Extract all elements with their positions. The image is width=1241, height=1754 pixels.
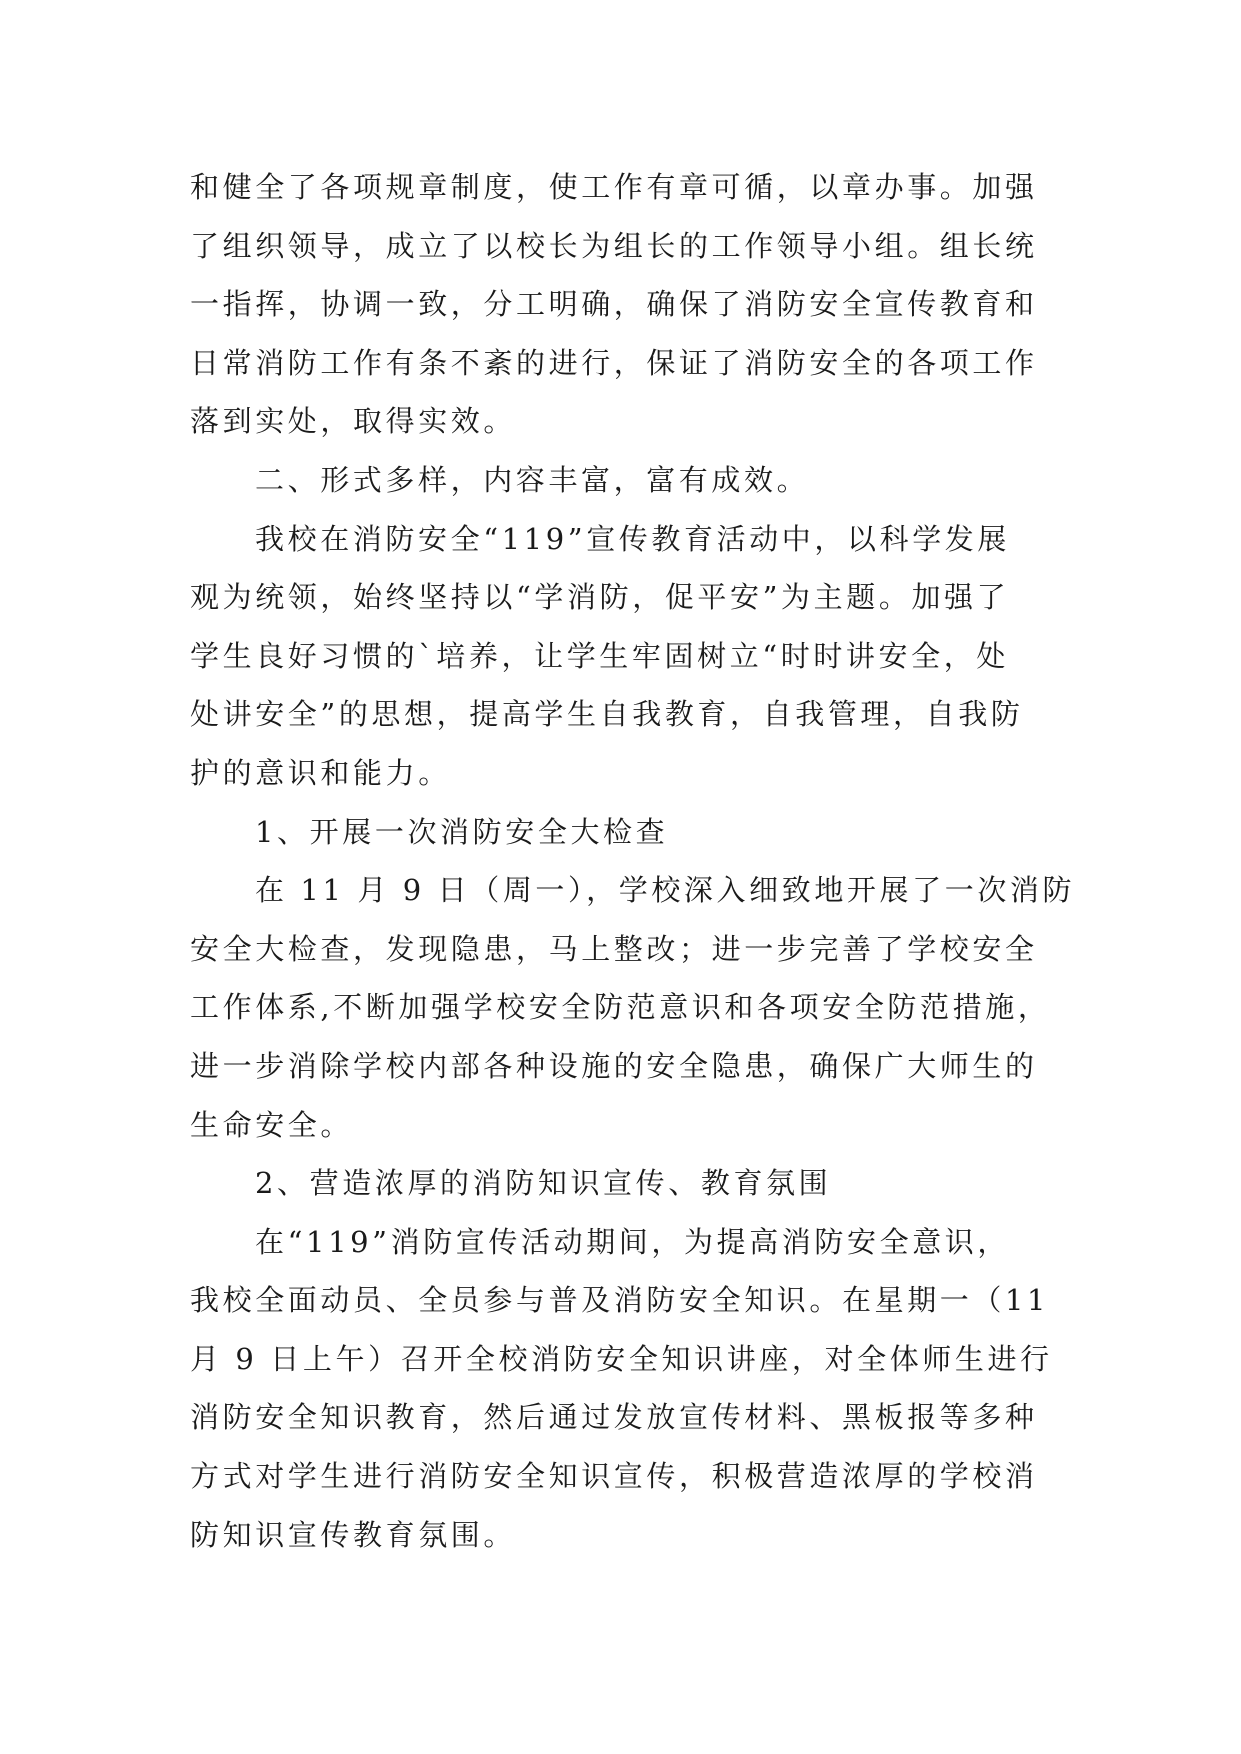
text-line: 日常消防工作有条不紊的进行，保证了消防安全的各项工作 (190, 345, 1038, 380)
text-line: 在 11 月 9 日（周一），学校深入细致地开展了一次消防 (255, 873, 1076, 908)
text-line: 观为统领，始终坚持以“学消防，促平安”为主题。加强了 (190, 580, 1010, 615)
text-line: 防知识宣传教育氛围。 (190, 1517, 517, 1552)
text-line: 一指挥，协调一致，分工明确，确保了消防安全宣传教育和 (190, 287, 1038, 322)
heading-line: 二、形式多样，内容丰富，富有成效。 (255, 462, 810, 497)
text-line: 了组织领导，成立了以校长为组长的工作领导小组。组长统 (190, 228, 1038, 263)
text-line: 进一步消除学校内部各种设施的安全隐患，确保广大师生的 (190, 1048, 1038, 1083)
text-line: 我校在消防安全“119”宣传教育活动中，以科学发展 (255, 521, 1011, 556)
text-line: 安全大检查，发现隐患，马上整改；进一步完善了学校安全 (190, 931, 1038, 966)
text-line: 消防安全知识教育，然后通过发放宣传材料、黑板报等多种 (190, 1400, 1038, 1435)
text-line: 和健全了各项规章制度，使工作有章可循，以章办事。加强 (190, 170, 1038, 204)
text-line: 处讲安全”的思想，提高学生自我教育，自我管理，自我防 (190, 697, 1024, 732)
section-heading-2 (190, 451, 1052, 510)
text-line: 工作体系,不断加强学校安全防范意识和各项安全防范措施， (190, 990, 1051, 1025)
heading-line: 1、开展一次消防安全大检查 (255, 814, 669, 849)
subheading-1 (190, 803, 1052, 862)
text-line: 落到实处，取得实效。 (190, 404, 517, 439)
text-line: 在“119”消防宣传活动期间，为提高消防安全意识， (255, 1224, 1011, 1259)
text-line: 方式对学生进行消防安全知识宣传，积极营造浓厚的学校消 (190, 1459, 1038, 1494)
text-line: 生命安全。 (190, 1107, 354, 1142)
text-line: 学生良好习惯的`培养，让学生牢固树立“时时讲安全，处 (190, 638, 1009, 673)
paragraph-activities (190, 510, 1052, 803)
text-line: 护的意识和能力。 (190, 755, 451, 790)
paragraph-organization (190, 158, 1052, 451)
text-line: 我校全面动员、全员参与普及消防安全知识。在星期一（11 (190, 1283, 1050, 1318)
paragraph-publicity (190, 1213, 1052, 1565)
heading-line: 2、营造浓厚的消防知识宣传、教育氛围 (255, 1166, 832, 1201)
paragraph-inspection (190, 861, 1076, 1154)
document-body (190, 158, 1076, 1564)
text-line: 月 9 日上午）召开全校消防安全知识讲座，对全体师生进行 (190, 1341, 1053, 1376)
subheading-2 (190, 1154, 1052, 1213)
